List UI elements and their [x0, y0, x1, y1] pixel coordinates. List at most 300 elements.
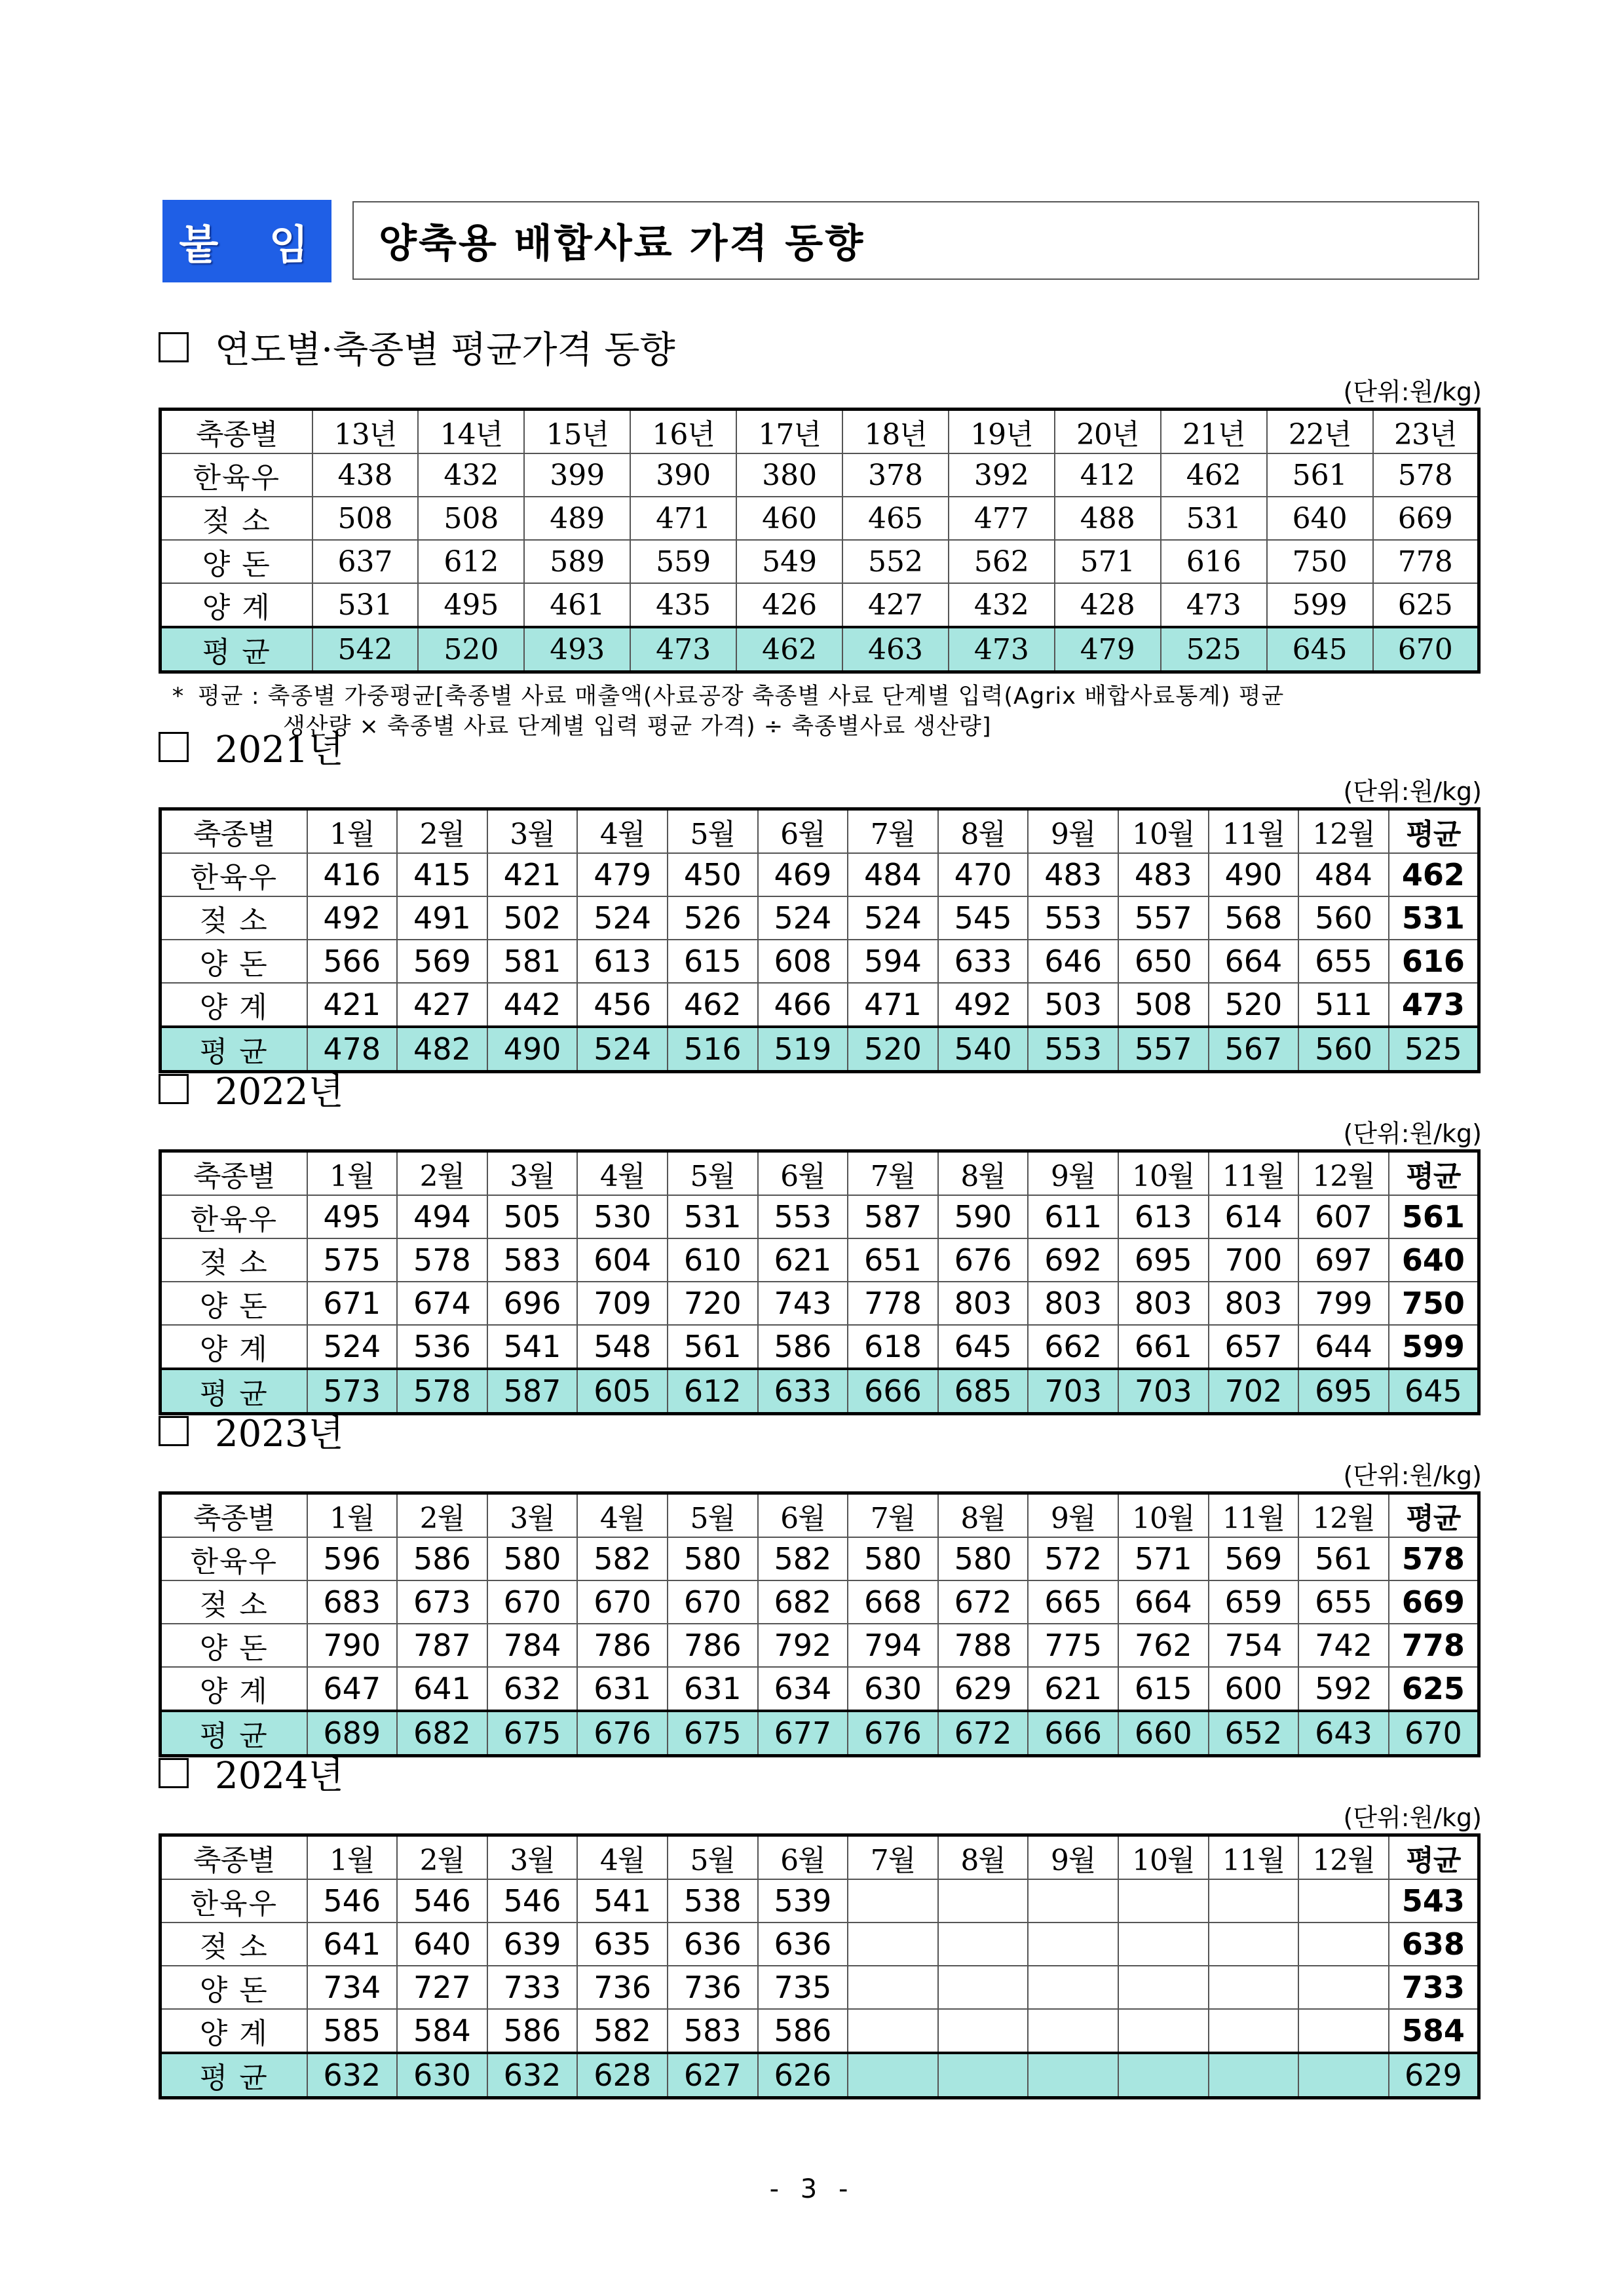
table-cell: 633	[758, 1369, 848, 1414]
table-cell: 524	[848, 896, 938, 940]
table-cell: 586	[758, 2009, 848, 2053]
header-cell: 18년	[842, 410, 949, 454]
table-cell: 670	[577, 1580, 668, 1624]
row-label: 한육우	[161, 1537, 307, 1580]
table-cell: 599	[1389, 1325, 1479, 1369]
row-label: 양 계	[161, 983, 307, 1027]
table-cell: 664	[1209, 940, 1299, 983]
table-cell: 668	[848, 1580, 938, 1624]
table-cell: 484	[1298, 853, 1389, 896]
table-cell: 778	[1389, 1624, 1479, 1667]
table-cell	[1298, 2009, 1389, 2053]
table-cell	[1118, 1966, 1209, 2009]
header-cell: 1월	[307, 809, 398, 854]
table-cell: 519	[758, 1027, 848, 1072]
table-cell: 629	[938, 1667, 1029, 1711]
table-cell: 415	[397, 853, 487, 896]
table-row	[161, 1238, 1479, 1282]
header-cell: 6월	[758, 1493, 848, 1538]
table-cell: 541	[487, 1325, 578, 1369]
table-cell: 462	[668, 983, 758, 1027]
table-cell: 546	[307, 1879, 398, 1923]
table-cell: 471	[630, 497, 736, 540]
header-cell: 8월	[938, 1835, 1029, 1880]
table-cell: 462	[1161, 453, 1267, 497]
table-cell: 599	[1267, 583, 1373, 627]
table-cell: 655	[1298, 1580, 1389, 1624]
table-cell: 630	[397, 2053, 487, 2098]
header-cell: 23년	[1373, 410, 1479, 454]
table-row	[161, 1879, 1479, 1923]
table-cell: 669	[1373, 497, 1479, 540]
table-cell: 661	[1118, 1325, 1209, 1369]
table-cell: 589	[524, 540, 630, 583]
table-cell: 561	[1267, 453, 1373, 497]
row-label: 젖 소	[161, 1580, 307, 1624]
table-cell: 784	[487, 1624, 578, 1667]
table-cell: 733	[487, 1966, 578, 2009]
header-cell: 6월	[758, 1151, 848, 1196]
table-cell: 689	[307, 1711, 398, 1756]
table-cell: 586	[758, 1325, 848, 1369]
table-cell: 608	[758, 940, 848, 983]
header-cell: 7월	[848, 809, 938, 854]
table-cell: 508	[312, 497, 419, 540]
table-row	[161, 1923, 1479, 1966]
table-cell: 594	[848, 940, 938, 983]
table-cell: 675	[668, 1711, 758, 1756]
table-cell	[1209, 1879, 1299, 1923]
table-cell: 540	[938, 1027, 1029, 1072]
table-cell: 470	[938, 853, 1029, 896]
table-cell: 456	[577, 983, 668, 1027]
unit-label: (단위:원/kg)	[1343, 1803, 1482, 1832]
row-label: 양 돈	[161, 1282, 307, 1325]
table-cell: 670	[1389, 1711, 1479, 1756]
table-cell: 479	[577, 853, 668, 896]
table-header-row	[161, 1493, 1479, 1538]
table-cell: 621	[758, 1238, 848, 1282]
table-cell: 583	[487, 1238, 578, 1282]
table-cell: 471	[848, 983, 938, 1027]
table-cell: 559	[630, 540, 736, 583]
table-cell: 586	[487, 2009, 578, 2053]
table-cell: 635	[577, 1923, 668, 1966]
row-label: 양 돈	[161, 540, 312, 583]
table-cell: 627	[668, 2053, 758, 2098]
table-cell: 505	[487, 1195, 578, 1238]
table-cell: 762	[1118, 1624, 1209, 1667]
table-cell: 380	[736, 453, 842, 497]
table-cell: 557	[1118, 896, 1209, 940]
table-cell: 733	[1389, 1966, 1479, 2009]
section-heading	[159, 1063, 1482, 1115]
table-cell	[1028, 1966, 1118, 2009]
table-cell: 787	[397, 1624, 487, 1667]
table-cell: 611	[1028, 1195, 1118, 1238]
table-row	[161, 583, 1479, 627]
table-cell: 794	[848, 1624, 938, 1667]
checkbox-icon	[159, 1758, 189, 1788]
table-cell: 641	[397, 1667, 487, 1711]
table-cell	[1298, 1923, 1389, 1966]
row-label: 양 돈	[161, 1966, 307, 2009]
table-cell: 561	[1389, 1195, 1479, 1238]
table-cell	[938, 1966, 1029, 2009]
header-cell: 11월	[1209, 809, 1299, 854]
table-cell: 478	[307, 1027, 398, 1072]
table-cell: 531	[1389, 896, 1479, 940]
table-cell: 615	[668, 940, 758, 983]
table-row	[161, 1282, 1479, 1325]
header-cell: 4월	[577, 1151, 668, 1196]
table-cell: 734	[307, 1966, 398, 2009]
table-cell: 495	[307, 1195, 398, 1238]
table-cell: 477	[949, 497, 1055, 540]
header-cell: 5월	[668, 1835, 758, 1880]
table-cell: 590	[938, 1195, 1029, 1238]
table-cell: 618	[848, 1325, 938, 1369]
header-cell: 15년	[524, 410, 630, 454]
table-cell: 670	[487, 1580, 578, 1624]
unit-label: (단위:원/kg)	[1343, 377, 1482, 406]
table-cell: 750	[1389, 1282, 1479, 1325]
table-cell: 646	[1028, 940, 1118, 983]
row-label: 젖 소	[161, 1238, 307, 1282]
monthly-price-table	[159, 807, 1481, 1073]
table-cell: 651	[848, 1238, 938, 1282]
table-cell: 612	[668, 1369, 758, 1414]
header-cell: 8월	[938, 1493, 1029, 1538]
header-cell: 10월	[1118, 1493, 1209, 1538]
header-cell: 4월	[577, 809, 668, 854]
table-cell: 696	[487, 1282, 578, 1325]
table-cell: 495	[418, 583, 524, 627]
table-cell: 584	[1389, 2009, 1479, 2053]
table-cell: 572	[1028, 1537, 1118, 1580]
table-cell: 462	[736, 627, 842, 672]
table-cell: 580	[668, 1537, 758, 1580]
table-cell: 615	[1118, 1667, 1209, 1711]
table-cell: 571	[1118, 1537, 1209, 1580]
monthly-price-table	[159, 1491, 1481, 1757]
annual-price-table	[159, 408, 1481, 674]
table-cell: 750	[1267, 540, 1373, 583]
table-cell: 583	[668, 2009, 758, 2053]
table-cell: 466	[758, 983, 848, 1027]
table-cell	[848, 2053, 938, 2098]
table-cell: 546	[487, 1879, 578, 1923]
table-cell: 569	[1209, 1537, 1299, 1580]
table-cell: 488	[1055, 497, 1161, 540]
table-cell: 638	[1389, 1923, 1479, 1966]
header-cell: 13년	[312, 410, 419, 454]
table-cell: 632	[487, 1667, 578, 1711]
table-cell: 427	[842, 583, 949, 627]
section-title: 2022년	[215, 1071, 344, 1113]
table-cell	[1118, 2009, 1209, 2053]
header-cell: 9월	[1028, 1493, 1118, 1538]
table-cell: 553	[1028, 1027, 1118, 1072]
table-cell: 442	[487, 983, 578, 1027]
header-cell: 3월	[487, 1835, 578, 1880]
table-cell	[938, 2009, 1029, 2053]
header-cell: 22년	[1267, 410, 1373, 454]
table-cell: 670	[668, 1580, 758, 1624]
table-cell: 639	[487, 1923, 578, 1966]
row-label: 평 균	[161, 627, 312, 672]
table-cell: 492	[307, 896, 398, 940]
header-cell: 축종별	[161, 410, 312, 454]
table-cell: 754	[1209, 1624, 1299, 1667]
table-row	[161, 1537, 1479, 1580]
table-cell: 727	[397, 1966, 487, 2009]
table-cell: 538	[668, 1879, 758, 1923]
table-cell	[848, 2009, 938, 2053]
table-cell: 659	[1209, 1580, 1299, 1624]
section-title: 2023년	[215, 1413, 344, 1455]
table-cell: 580	[938, 1537, 1029, 1580]
table-cell: 582	[577, 1537, 668, 1580]
table-cell: 665	[1028, 1580, 1118, 1624]
table-row	[161, 497, 1479, 540]
row-label: 한육우	[161, 453, 312, 497]
row-label: 양 계	[161, 1325, 307, 1369]
table-row	[161, 940, 1479, 983]
table-cell: 682	[397, 1711, 487, 1756]
table-cell: 636	[668, 1923, 758, 1966]
monthly-price-table	[159, 1833, 1481, 2099]
table-cell: 503	[1028, 983, 1118, 1027]
table-cell: 575	[307, 1238, 398, 1282]
year-section	[159, 1063, 1482, 1415]
table-cell: 525	[1389, 1027, 1479, 1072]
header-cell: 평균	[1389, 1151, 1479, 1196]
table-cell: 573	[307, 1369, 398, 1414]
table-cell: 626	[758, 2053, 848, 2098]
section-heading	[159, 321, 1482, 373]
table-cell: 520	[848, 1027, 938, 1072]
header-cell: 축종별	[161, 1493, 307, 1538]
table-cell	[1209, 1966, 1299, 2009]
table-cell: 644	[1298, 1325, 1389, 1369]
table-cell: 548	[577, 1325, 668, 1369]
table-cell: 666	[848, 1369, 938, 1414]
header-cell: 10월	[1118, 809, 1209, 854]
table-cell: 629	[1389, 2053, 1479, 2098]
table-cell: 581	[487, 940, 578, 983]
section-title: 2024년	[215, 1755, 344, 1797]
table-row	[161, 540, 1479, 583]
table-cell: 543	[1389, 1879, 1479, 1923]
table-cell: 703	[1118, 1369, 1209, 1414]
table-cell: 592	[1298, 1667, 1389, 1711]
table-cell	[1118, 1923, 1209, 1966]
header-cell: 21년	[1161, 410, 1267, 454]
table-cell: 460	[736, 497, 842, 540]
table-cell: 630	[848, 1667, 938, 1711]
table-cell: 600	[1209, 1667, 1299, 1711]
table-row	[161, 1580, 1479, 1624]
table-cell: 399	[524, 453, 630, 497]
table-cell: 633	[938, 940, 1029, 983]
table-row	[161, 1325, 1479, 1369]
table-cell: 531	[312, 583, 419, 627]
table-cell: 625	[1389, 1667, 1479, 1711]
table-cell: 561	[1298, 1537, 1389, 1580]
table-cell: 511	[1298, 983, 1389, 1027]
table-cell: 546	[397, 1879, 487, 1923]
table-cell: 421	[307, 983, 398, 1027]
table-cell: 697	[1298, 1238, 1389, 1282]
table-cell: 560	[1298, 1027, 1389, 1072]
table-cell: 803	[1028, 1282, 1118, 1325]
table-cell: 450	[668, 853, 758, 896]
table-cell: 524	[577, 896, 668, 940]
table-cell: 539	[758, 1879, 848, 1923]
table-cell: 682	[758, 1580, 848, 1624]
table-cell: 438	[312, 453, 419, 497]
table-cell: 631	[668, 1667, 758, 1711]
table-cell: 636	[758, 1923, 848, 1966]
table-cell: 462	[1389, 853, 1479, 896]
table-cell: 669	[1389, 1580, 1479, 1624]
table-cell: 541	[577, 1879, 668, 1923]
year-section	[159, 1405, 1482, 1757]
row-label: 양 계	[161, 1667, 307, 1711]
table-cell: 788	[938, 1624, 1029, 1667]
table-cell: 473	[1161, 583, 1267, 627]
header-cell: 7월	[848, 1151, 938, 1196]
table-cell: 692	[1028, 1238, 1118, 1282]
table-cell: 463	[842, 627, 949, 672]
header-cell: 2월	[397, 1151, 487, 1196]
document-title: 양축용 배합사료 가격 동향	[352, 201, 1479, 280]
header-cell: 4월	[577, 1493, 668, 1538]
header-cell: 3월	[487, 1493, 578, 1538]
table-cell: 695	[1118, 1238, 1209, 1282]
header-cell: 축종별	[161, 1151, 307, 1196]
annual-section	[159, 321, 1482, 742]
table-cell: 803	[1209, 1282, 1299, 1325]
table-cell: 614	[1209, 1195, 1299, 1238]
table-cell: 552	[842, 540, 949, 583]
row-label: 평 균	[161, 1027, 307, 1072]
header-cell: 3월	[487, 1151, 578, 1196]
table-cell: 702	[1209, 1369, 1299, 1414]
table-cell: 792	[758, 1624, 848, 1667]
table-cell: 605	[577, 1369, 668, 1414]
table-cell: 412	[1055, 453, 1161, 497]
header-cell: 1월	[307, 1151, 398, 1196]
header-cell: 4월	[577, 1835, 668, 1880]
table-cell: 582	[758, 1537, 848, 1580]
table-cell: 683	[307, 1580, 398, 1624]
table-cell: 520	[418, 627, 524, 672]
header-cell: 8월	[938, 809, 1029, 854]
table-cell: 645	[938, 1325, 1029, 1369]
table-cell: 426	[736, 583, 842, 627]
table-cell: 736	[668, 1966, 758, 2009]
header-cell: 10월	[1118, 1835, 1209, 1880]
table-cell: 553	[758, 1195, 848, 1238]
table-cell: 736	[577, 1966, 668, 2009]
document-header	[162, 200, 1481, 282]
unit-label: (단위:원/kg)	[1343, 1119, 1482, 1148]
header-cell: 2월	[397, 1835, 487, 1880]
table-row	[161, 853, 1479, 896]
header-cell: 5월	[668, 809, 758, 854]
header-cell: 14년	[418, 410, 524, 454]
table-row	[161, 1624, 1479, 1667]
table-cell: 525	[1161, 627, 1267, 672]
table-cell: 790	[307, 1624, 398, 1667]
header-cell: 12월	[1298, 1493, 1389, 1538]
header-cell: 6월	[758, 1835, 848, 1880]
table-row	[161, 896, 1479, 940]
table-cell: 640	[397, 1923, 487, 1966]
header-cell: 19년	[949, 410, 1055, 454]
table-cell: 520	[1209, 983, 1299, 1027]
table-cell	[1209, 1923, 1299, 1966]
table-cell: 645	[1267, 627, 1373, 672]
table-cell: 582	[577, 2009, 668, 2053]
table-cell: 799	[1298, 1282, 1389, 1325]
table-cell: 516	[668, 1027, 758, 1072]
table-cell: 637	[312, 540, 419, 583]
header-cell: 9월	[1028, 809, 1118, 854]
header-cell: 5월	[668, 1493, 758, 1538]
table-row	[161, 453, 1479, 497]
table-cell: 672	[938, 1711, 1029, 1756]
row-label: 한육우	[161, 1195, 307, 1238]
table-cell	[1298, 2053, 1389, 2098]
row-label: 양 계	[161, 583, 312, 627]
table-cell: 720	[668, 1282, 758, 1325]
table-cell: 650	[1118, 940, 1209, 983]
average-row	[161, 627, 1479, 672]
table-cell: 660	[1118, 1711, 1209, 1756]
table-cell: 610	[668, 1238, 758, 1282]
header-cell: 11월	[1209, 1151, 1299, 1196]
table-cell: 585	[307, 2009, 398, 2053]
table-header-row	[161, 410, 1479, 454]
table-cell: 536	[397, 1325, 487, 1369]
table-cell	[938, 1879, 1029, 1923]
table-cell	[848, 1966, 938, 2009]
table-cell: 670	[1373, 627, 1479, 672]
table-cell: 524	[758, 896, 848, 940]
table-row	[161, 1667, 1479, 1711]
header-cell: 평균	[1389, 1493, 1479, 1538]
table-cell: 531	[668, 1195, 758, 1238]
table-cell: 508	[418, 497, 524, 540]
table-cell: 432	[949, 583, 1055, 627]
section-title: 2021년	[215, 729, 344, 771]
table-cell	[848, 1879, 938, 1923]
table-cell: 479	[1055, 627, 1161, 672]
unit-label: (단위:원/kg)	[1343, 1461, 1482, 1490]
checkbox-icon	[159, 1074, 189, 1104]
table-cell: 490	[1209, 853, 1299, 896]
table-cell: 571	[1055, 540, 1161, 583]
table-cell: 645	[1389, 1369, 1479, 1414]
table-cell: 643	[1298, 1711, 1389, 1756]
table-cell: 524	[577, 1027, 668, 1072]
table-cell: 676	[848, 1711, 938, 1756]
table-cell: 567	[1209, 1027, 1299, 1072]
header-cell: 12월	[1298, 809, 1389, 854]
